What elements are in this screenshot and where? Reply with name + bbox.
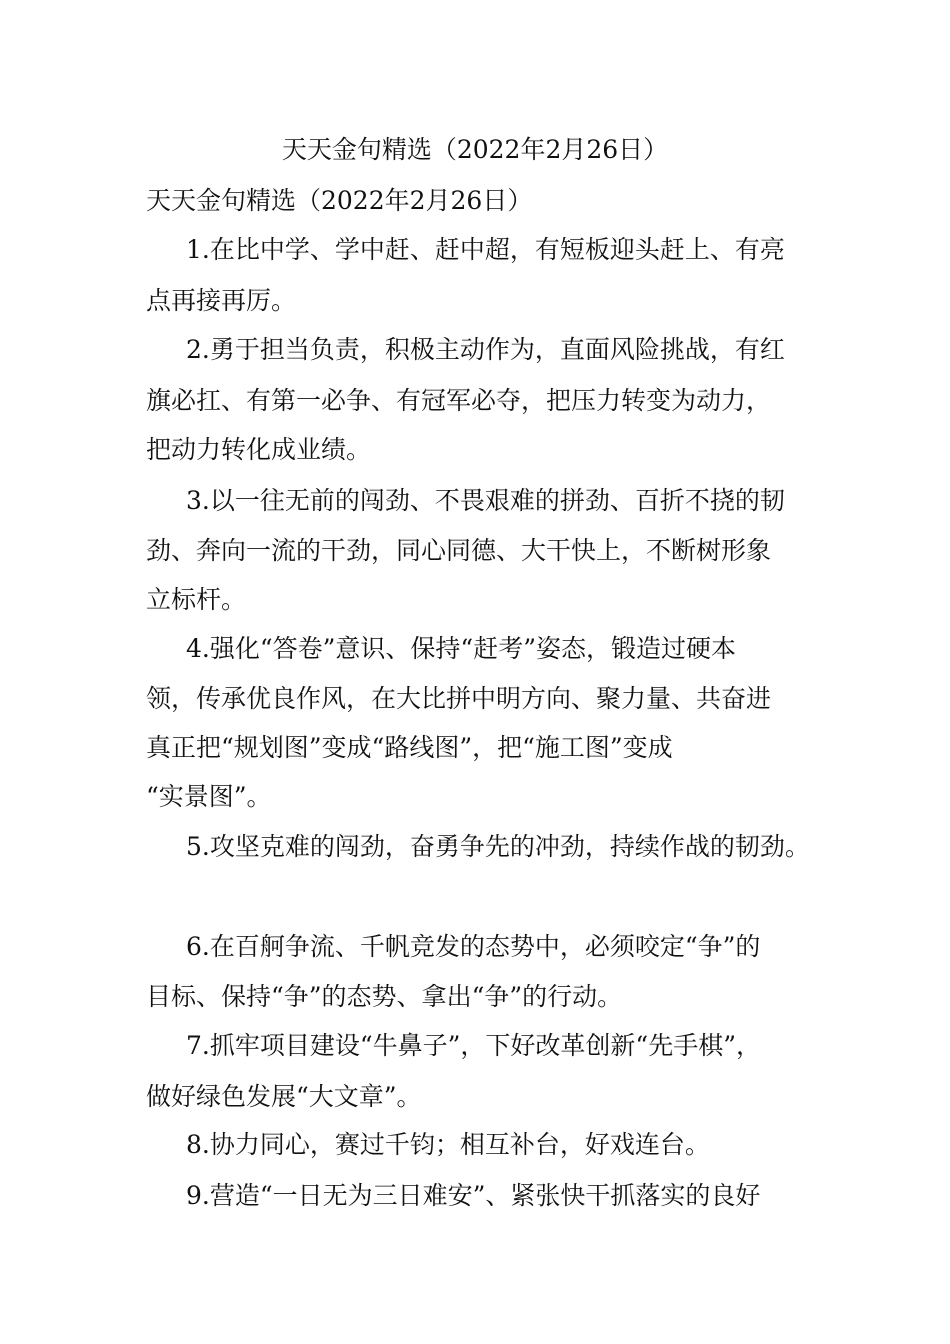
quote-3-line-3: 立标杆。 [146,585,247,614]
quote-2-line-1: 2.勇于担当负责，积极主动作为，直面风险挑战，有红 [186,335,785,364]
quote-3-line-1: 3.以一往无前的闯劲、不畏艰难的拼劲、百折不挠的韧 [186,486,785,515]
quote-1-line-1: 1.在比中学、学中赶、赶中超，有短板迎头赶上、有亮 [186,235,785,264]
quote-6-line-1: 6.在百舸争流、千帆竞发的态势中，必须咬定“争”的 [186,932,761,961]
quote-5-line-1: 5.攻坚克难的闯劲，奋勇争先的冲劲，持续作战的韧劲。 [186,832,810,861]
quote-2-line-2: 旗必扛、有第一必争、有冠军必夺，把压力转变为动力， [146,386,772,415]
quote-8-line-1: 8.协力同心，赛过千钧；相互补台，好戏连台。 [186,1130,710,1159]
quote-4-line-3: 真正把“规划图”变成“路线图”，把“施工图”变成 [146,733,673,762]
quote-6-line-2: 目标、保持“争”的态势、拿出“争”的行动。 [146,982,623,1011]
quote-4-line-2: 领，传承优良作风，在大比拼中明方向、聚力量、共奋进 [146,684,772,713]
page-title: 天天金句精选（2022年2月26日） [281,135,669,164]
document-subtitle: 天天金句精选（2022年2月26日） [146,186,533,215]
quote-7-line-1: 7.抓牢项目建设“牛鼻子”，下好改革创新“先手棋”， [186,1031,761,1060]
quote-1-line-2: 点再接再厉。 [146,286,297,315]
quote-7-line-2: 做好绿色发展“大文章”。 [146,1082,422,1111]
quote-4-line-1: 4.强化“答卷”意识、保持“赶考”姿态，锻造过硬本 [186,634,736,663]
quote-2-line-3: 把动力转化成业绩。 [146,435,372,464]
quote-3-line-2: 劲、奔向一流的干劲，同心同德、大干快上，不断树形象 [146,536,772,565]
quote-4-line-4: “实景图”。 [146,782,272,811]
quote-9-line-1: 9.营造“一日无为三日难安”、紧张快干抓落实的良好 [186,1181,761,1210]
